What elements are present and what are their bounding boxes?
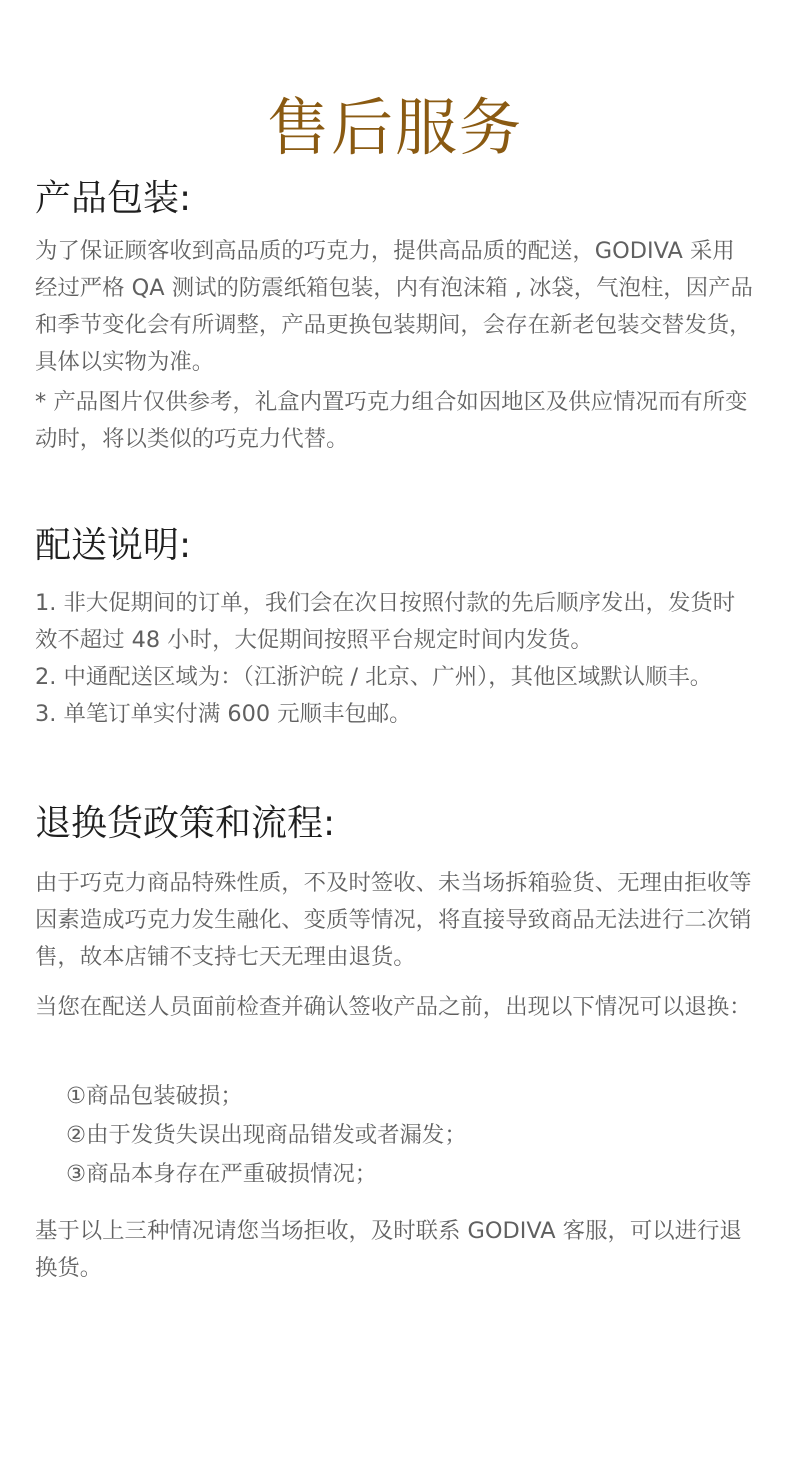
- returns-policy-paragraph: 由于巧克力商品特殊性质，不及时签收、未当场拆箱验货、无理由拒收等因素造成巧克力发生融化、变质等情况，将直接导致商品无法进行二次销售，故本店铺不支持七天无理由退货。: [35, 870, 752, 970]
- returns-condition-item: ③商品本身存在严重破损情况；: [66, 1161, 378, 1187]
- returns-contact-paragraph: 基于以上三种情况请您当场拒收，及时联系 GODIVA 客服，可以进行退换货。: [35, 1218, 742, 1281]
- delivery-list: [35, 585, 755, 733]
- delivery-item: 3. 单笔订单实付满 600 元顺丰包邮。: [35, 701, 412, 727]
- returns-condition-item: ①商品包装破损；: [66, 1083, 243, 1109]
- page-title: 售后服务: [266, 90, 523, 164]
- packaging-heading: 产品包装:: [35, 178, 192, 219]
- delivery-item: 1. 非大促期间的订单，我们会在次日按照付款的先后顺序发出，发货时效不超过 48 小时，大促期间按照平台规定时间内发货。: [35, 590, 736, 653]
- packaging-disclaimer: * 产品图片仅供参考，礼盒内置巧克力组合如因地区及供应情况而有所变动时，将以类似的巧克力代替。: [35, 389, 748, 452]
- delivery-item: 2. 中通配送区域为：（江浙沪皖 / 北京、广州），其他区域默认顺丰。: [35, 664, 713, 690]
- packaging-paragraph: 为了保证顾客收到高品质的巧克力，提供高品质的配送，GODIVA 采用经过严格 QA 测试的防震纸箱包装，内有泡沫箱 , 冰袋，气泡柱，因产品和季节变化会有所调整，产品更换包装期间，会存在新老包装交替发货，具体以实物为准。: [35, 238, 753, 375]
- returns-condition-intro: 当您在配送人员面前检查并确认签收产品之前，出现以下情况可以退换：: [35, 994, 752, 1020]
- returns-condition-item: ②由于发货失误出现商品错发或者漏发；: [66, 1122, 467, 1148]
- delivery-heading: 配送说明:: [35, 525, 192, 566]
- returns-heading: 退换货政策和流程:: [35, 803, 336, 844]
- returns-conditions-list: [66, 1077, 756, 1194]
